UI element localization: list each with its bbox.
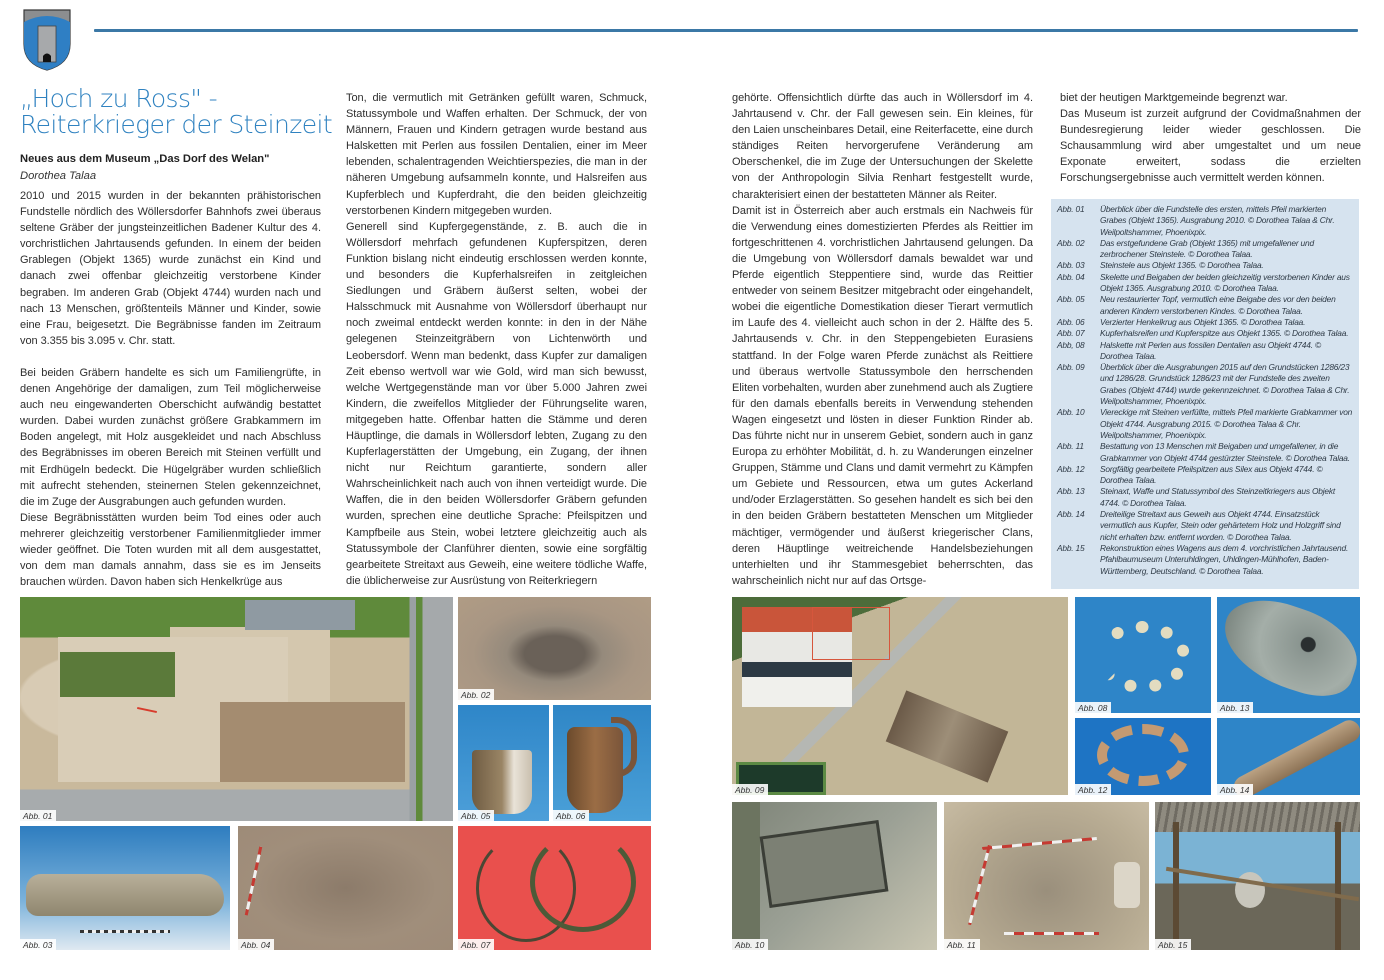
caption-text: Dreiteilige Streitaxt aus Geweih aus Objekt 4744. Einsatzstück vermutlich aus Kupfer, Stein oder gehärtetem Holz und Holzgriff sind nicht erhalten bzw. entfernt worden. © Dorothea Talaa.	[1100, 509, 1341, 542]
caption-number: Abb, 08	[1057, 339, 1085, 350]
article-title	[20, 86, 340, 138]
photo-burial-excavation	[944, 802, 1149, 950]
photo-label: Abb. 06	[553, 810, 589, 821]
caption-number: Abb. 03	[1057, 260, 1085, 271]
photo-grave-stones	[458, 597, 651, 700]
caption-item	[1057, 204, 1353, 238]
caption-number: Abb. 12	[1057, 463, 1085, 474]
caption-item	[1057, 260, 1353, 271]
caption-number: Abb. 04	[1057, 271, 1085, 282]
header-rule	[94, 29, 1358, 32]
caption-item	[1057, 509, 1353, 543]
caption-number: Abb. 07	[1057, 328, 1085, 339]
caption-text: Verzierter Henkelkrug aus Objekt 1365. © Dorothea Talaa.	[1100, 316, 1306, 327]
paragraph: Bei beiden Gräbern handelte es sich um Familiengrüfte, in denen Angehörige der damaligen, zum Teil möglicherweise auch neu eingewanderten Oberschicht aufwändig bestattet wurden. Dabei wurden zunächst größere Grabkammern im Boden angelegt, mit Holz ausgekleidet und nach Abschluss des Begräbnisses im oberen Bereich mit Steinen verfüllt und mit Erdhügeln bedeckt. Die Hügelgräber wurden schließlich mit aufrecht stehenden, steinernen Stelen gekennzeichnet, die im Zuge der Ausgrabungen auch gefunden wurden.	[20, 366, 321, 508]
caption-item	[1057, 317, 1353, 328]
photo-label: Abb. 15	[1155, 939, 1191, 950]
caption-number: Abb. 14	[1057, 509, 1085, 520]
photo-label: Abb. 11	[944, 939, 980, 950]
caption-number: Abb. 10	[1057, 407, 1085, 418]
photo-copper-neck-rings	[458, 826, 651, 950]
text-column-2	[346, 90, 647, 589]
photo-label: Abb. 07	[458, 939, 494, 950]
caption-number: Abb. 01	[1057, 204, 1085, 214]
photo-label: Abb. 04	[238, 939, 274, 950]
caption-item	[1057, 238, 1353, 261]
photo-wagon-reconstruction	[1155, 802, 1360, 950]
caption-item	[1057, 441, 1353, 464]
caption-text: Steinstele aus Objekt 1365. © Dorothea Talaa.	[1100, 260, 1264, 271]
paragraph: Damit ist in Österreich aber auch erstmals ein Nachweis für die Verwendung eines domestizierten Pferdes als Reittier im fortgeschrittenen 4. vorchristlichen Jahrtausend gelungen. Da die Umgebung von Wöllersdorf damals bewaldet war und Pferde eigentlich Steppentiere sind, wurde das Reittier entweder von seinem Besitzer mitgebracht oder eingehandelt, wobei die eigentliche Domestikation dieser Tierart vermutlich im Laufe des 4. vielleicht auch schon in der 2. Hälfte des 5. Jahrtausends v. Chr. in den Steppengebieten Eurasiens stattfand. In der Folge waren Pferde zunächst als Reittiere und überaus wertvolle Statussymbole den herrschenden Eliten vorbehalten, wurden aber zunehmend auch als Zugtiere für den damals ebenfalls bereits in Verwendung stehenden Wagen eingesetzt und lösten in dieser Funktion Rinder ab. Das führte nicht nur in unserem Gebiet, sondern auch in ganz Europa zu erhöhter Mobilität, d. h. zu Wanderungen einzelner Gruppen, Stämme und Clans und damit vermehrt zu Kämpfen um Gebiete und Ressourcen, etwa um gutes Ackerland und/oder Erzlagerstätten. So gesehen handelt es sich bei den in den beiden Gräbern bestatteten Menschen um Mitglieder mächtiger, vermögender und äußerst kriegerischer Clans, deren Häuptlinge weitreichende Handelsbeziehungen unterhielten und ihr Stammesgebiet beherrschten, das wahrscheinlich nicht nur auf das Ortsge-	[732, 204, 1033, 587]
caption-text: Skelette und Beigaben der beiden gleichzeitig verstorbenen Kinder aus Objekt 1365. Ausgrabung 2010. © Dorothea Talaa.	[1100, 271, 1350, 294]
photo-grave-chamber	[732, 802, 937, 950]
caption-text: Sorgfältig gearbeitete Pfeilspitzen aus Silex aus Objekt 4744. © Dorothea Talaa.	[1100, 463, 1323, 486]
caption-number: Abb. 02	[1057, 237, 1085, 248]
photo-aerial-excavation-2015	[732, 597, 1068, 795]
caption-text: Neu restaurierter Topf, vermutlich eine Beigabe des vor den beiden anderen Kindern verstorbenen Kindes. © Dorothea Talaa.	[1100, 294, 1336, 316]
photo-label: Abb. 09	[732, 784, 768, 795]
photo-label: Abb. 03	[20, 939, 56, 950]
caption-item	[1057, 407, 1353, 441]
paragraph: gehörte. Offensichtlich dürfte das auch in Wöllersdorf im 4. Jahrtausend v. Chr. der Fall gewesen sein. Ein kleines, für den Laien unscheinbares Detail, eine Reiterfacette, eine durch ständiges Reiten hervorgerufene Veränderung am Oberschenkel, die im Zuge der Untersuchungen der Skelette von der Anthropologin Silvia Renhart festgestellt wurde, charakterisiert einen der bestatteten Männer als Reiter.	[732, 92, 1033, 201]
paragraph: Diese Begräbnisstätten wurden beim Tod eines oder auch mehrerer gleichzeitig verstorbener Familienmitglieder immer wieder geöffnet. Die Toten wurden mit all dem ausgestattet, von dem man damals annahm, dass sie es im Jenseits brauchen würden. Davon haben sich Henkelkrüge aus	[20, 511, 321, 589]
photo-label: Abb. 02	[458, 689, 494, 700]
caption-text: Das erstgefundene Grab (Objekt 1365) mit umgefallener und zerbrochener Steinstele. © Dorothea Talaa.	[1100, 237, 1314, 260]
paragraph: biet der heutigen Marktgemeinde begrenzt war.	[1060, 92, 1288, 104]
photo-stone-axe	[1217, 597, 1360, 713]
paragraph: Generell sind Kupfergegenstände, z. B. auch die in Wöllersdorf mehrfach gefundenen Kupferspitzen, deren Funktion bislang nicht eindeutig erschlossen werden konnte, und besonders die Kupferhalsreifen in zeitgleichen Siedlungen und Gräbern äußerst selten, wobei der Halsschmuck mit Ausnahme von Wöllersdorf überhaupt nur noch zweimal entdeckt werden konnte: in den in der Nähe gelegenen Steinzeitgräbern von Lichtenwörth und Leobersdorf. Wenn man bedenkt, dass Kupfer zur damaligen Zeit ebenso wertvoll war wie Gold, wird man sich bewusst, welche Wertgegenstände man vor über 5.000 Jahren zwei Kindern, die zweifellos Mitglieder der Führungselite waren, mitgegeben hatte. Offenbar hatten die Stämme und deren Häuptlinge, die damals in Wöllersdorf lebten, Zugang zu den Kupferlagerstätten der Umgebung, ein Zugang, der ihnen nicht nur Reichtum garantierte, sondern aller Wahrscheinlichkeit nach auch von ihnen verteidigt wurde. Die Waffen, die in den beiden Wöllersdorfer Gräbern gefunden wurden, sprechen eine deutliche Sprache: Pfeilspitzen und Kampfbeile aus Stein, wobei letztere gleichzeitig auch als Statussymbole der Clanführer dienten, sowie eine sorgfältig gearbeitete Streitaxt aus Geweih, eine weitere tödliche Waffe, die üblicherweise zur Ausrüstung von Reiterkriegern	[346, 220, 647, 587]
coat-of-arms-icon	[22, 8, 72, 72]
caption-text: Kupferhalsreifen und Kupferspitze aus Objekt 1365. © Dorothea Talaa.	[1100, 328, 1349, 339]
title-line-2: Reiterkrieger der Steinzeit	[20, 110, 333, 139]
photo-stone-stele	[20, 826, 230, 950]
caption-text: Überblick über die Fundstelle des ersten, mittels Pfeil markierten Grabes (Objekt 1365). Ausgrabung 2010. © Dorothea Talaa & Chr. Weilpoltshammer, Phoenixpix.	[1100, 204, 1335, 237]
photo-label: Abb. 13	[1217, 702, 1253, 713]
paragraph: 2010 und 2015 wurden in der bekannten prähistorischen Fundstelle nördlich des Wöllersdorfer Bahnhofs zwei überaus seltene Gräber der jungsteinzeitlichen Badener Kultur des 4. vorchristlichen Jahrtausends gefunden. In einem der beiden Grablegen (Objekt 1365) wurde zunächst ein Kind und danach zwei offenbar gleichzeitig verstorbene Kinder begraben. Im anderen Grab (Objekt 4744) wurden nach und nach 13 Menschen, größtenteils Männer und Kinder, sowie eine Frau, beigesetzt. Die Begräbnisse fanden im Zeitraum von 3.355 bis 3.095 v. Chr. statt.	[20, 190, 321, 347]
caption-text: Rekonstruktion eines Wagens aus dem 4. vorchristlichen Jahrtausend. Pfahlbaumuseum Unteruhldingen, Uhldingen-Mühlhofen, Baden-Württemberg, Deutschland. © Dorothea Talaa.	[1100, 542, 1349, 576]
title-line-1: „Hoch zu Ross" -	[20, 84, 218, 113]
photo-dentalium-necklace	[1075, 597, 1211, 713]
caption-item	[1057, 328, 1353, 339]
caption-number: Abb. 09	[1057, 362, 1085, 373]
photo-label: Abb. 12	[1075, 784, 1111, 795]
figure-captions-box	[1051, 199, 1359, 589]
paragraph: Das Museum ist zurzeit aufgrund der Covidmaßnahmen der Bundesregierung leider wieder geschlossen. Die Schausammlung wird aber umgestaltet und um neue Exponate erweitert, sodass die erzielten Forschungsergebnisse auch vermittelt werden können.	[1060, 108, 1361, 185]
article-author: Dorothea Talaa	[20, 170, 97, 182]
photo-label: Abb. 08	[1075, 702, 1111, 713]
caption-text: Bestattung von 13 Menschen mit Beigaben und umgefallener, in die Grabkammer von Objekt 4744 gestürzter Steinstele. © Dorothea Talaa.	[1100, 441, 1350, 463]
caption-number: Abb. 05	[1057, 294, 1085, 305]
article-subtitle: Neues aus dem Museum „Das Dorf des Welan"	[20, 153, 270, 165]
caption-text: Überblick über die Ausgrabungen 2015 auf den Grundstücken 1286/23 und 1286/28. Grundstück 1286/23 mit der Fundstelle des zweiten Grabes (Objekt 4744) wurde gekennzeichnet. © Dorothea Talaa & Chr. Weilpoltshammer, Phoenixpix.	[1100, 362, 1350, 407]
caption-item	[1057, 272, 1353, 295]
caption-number: Abb. 11	[1057, 441, 1084, 452]
caption-number: Abb. 15	[1057, 542, 1085, 553]
caption-item	[1057, 543, 1353, 577]
caption-item	[1057, 486, 1353, 509]
caption-text: Viereckige mit Steinen verfüllte, mittels Pfeil markierte Grabkammer von Objekt 4744. Ausgrabung 2015. © Dorothea Talaa & Chr. Weilpoltshammer, Phoenixpix.	[1100, 407, 1353, 440]
photo-label: Abb. 10	[732, 939, 768, 950]
red-site-marker	[812, 607, 890, 660]
text-column-4	[1060, 90, 1361, 187]
photo-handled-jug	[553, 705, 651, 821]
caption-text: Halskette mit Perlen aus fossilen Dentalien asu Objekt 4744. © Dorothea Talaa.	[1100, 339, 1321, 361]
photo-restored-pot	[458, 705, 549, 821]
photo-label: Abb. 14	[1217, 784, 1253, 795]
photo-label: Abb. 01	[20, 810, 56, 821]
photo-antler-battle-axe	[1217, 718, 1360, 795]
paragraph: Ton, die vermutlich mit Getränken gefüllt waren, Schmuck, Statussymbole und Waffen erhalten. Der Schmuck, der von Männern, Frauen und Kindern getragen wurde bestand aus Halsketten mit Perlen aus fossilen Dentalien, einer im Meer lebenden, schalentragenden Weichtierspezies, die man in der näheren Umgebung aufsammeln konnte, und Halsreifen aus Kupferblech und Kupferdraht, die den beiden gleichzeitig verstorbenen Kindern mitgegeben wurden.	[346, 92, 647, 217]
text-column-3	[732, 90, 1033, 589]
caption-item	[1057, 294, 1353, 317]
caption-text: Steinaxt, Waffe und Statussymbol des Steinzeitkriegers aus Objekt 4744. © Dorothea Talaa.	[1100, 486, 1335, 508]
photo-flint-arrowheads	[1075, 718, 1211, 795]
caption-number: Abb. 13	[1057, 486, 1085, 497]
caption-number: Abb. 06	[1057, 316, 1085, 327]
caption-item	[1057, 362, 1353, 407]
caption-item	[1057, 464, 1353, 487]
photo-aerial-excavation-site	[20, 597, 453, 821]
photo-label: Abb. 05	[458, 810, 494, 821]
photo-skeletons-in-soil	[238, 826, 453, 950]
caption-item	[1057, 340, 1353, 363]
text-column-1	[20, 188, 321, 590]
